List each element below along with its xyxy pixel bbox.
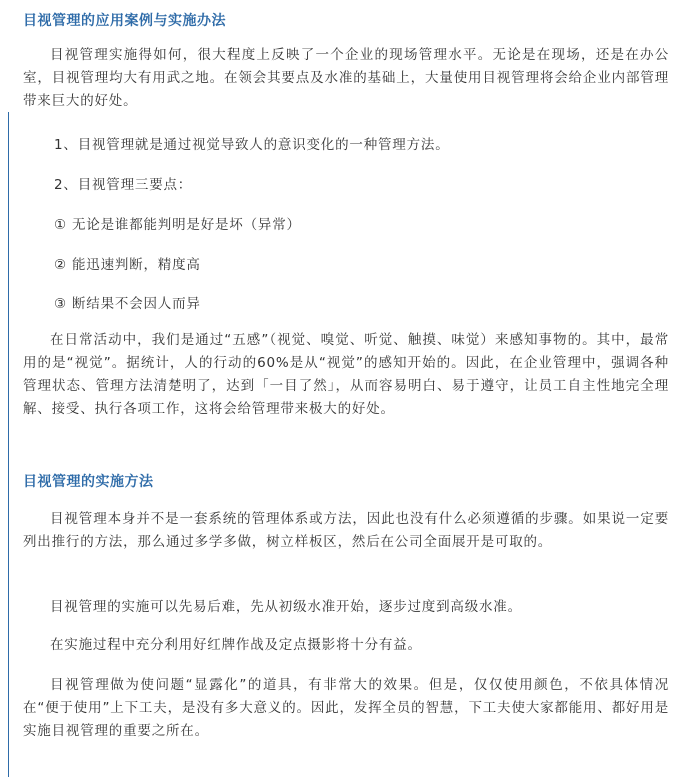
section-title-application: 目视管理的应用案例与实施办法 bbox=[23, 13, 226, 29]
point-1: 1、目视管理就是通过视觉导致人的意识变化的一种管理方法。 bbox=[54, 137, 450, 153]
sub-point-1: ① 无论是谁都能判明是好是坏（异常） bbox=[54, 217, 301, 233]
methods-paragraph-4: 目视管理做为使问题“显露化”的道具，有非常大的效果。但是，仅仅使用颜色，不依具体情况在“便于使用”上下工夫，是没有多大意义的。因此，发挥全员的智慧，下工夫使大家都能用、都好用是实施目视管理的重要之所在。 bbox=[23, 677, 669, 739]
sub-point-2: ② 能迅速判断，精度高 bbox=[54, 257, 201, 273]
methods-paragraph-1: 目视管理本身并不是一套系统的管理体系或方法，因此也没有什么必须遵循的步骤。如果说一定要列出推行的方法，那么通过多学多做，树立样板区，然后在公司全面展开是可取的。 bbox=[23, 511, 669, 550]
sub-point-3: ③ 断结果不会因人而异 bbox=[54, 296, 201, 312]
point-2: 2、目视管理三要点： bbox=[54, 177, 193, 193]
methods-paragraph-3: 在实施过程中充分利用好红牌作战及定点摄影将十分有益。 bbox=[50, 637, 422, 653]
five-senses-paragraph: 在日常活动中，我们是通过“五感”（视觉、嗅觉、听觉、触摸、味觉）来感知事物的。其中，最常用的是“视觉”。据统计，人的行动的60%是从“视觉”的感知开始的。因此，在企业管理中，强调各种管理状态、管理方法清楚明了，达到「一目了然」，从而容易明白、易于遵守，让员工自主性地完全理解、接受、执行各项工作，这将会给管理带来极大的好处。 bbox=[23, 332, 669, 417]
section-title-methods: 目视管理的实施方法 bbox=[23, 474, 154, 490]
methods-paragraph-2: 目视管理的实施可以先易后难，先从初级水准开始，逐步过度到高级水准。 bbox=[50, 599, 522, 615]
intro-paragraph: 目视管理实施得如何，很大程度上反映了一个企业的现场管理水平。无论是在现场，还是在办公室，目视管理均大有用武之地。在领会其要点及水准的基础上，大量使用目视管理将会给企业内部管理带来巨大的好处。 bbox=[23, 47, 669, 109]
